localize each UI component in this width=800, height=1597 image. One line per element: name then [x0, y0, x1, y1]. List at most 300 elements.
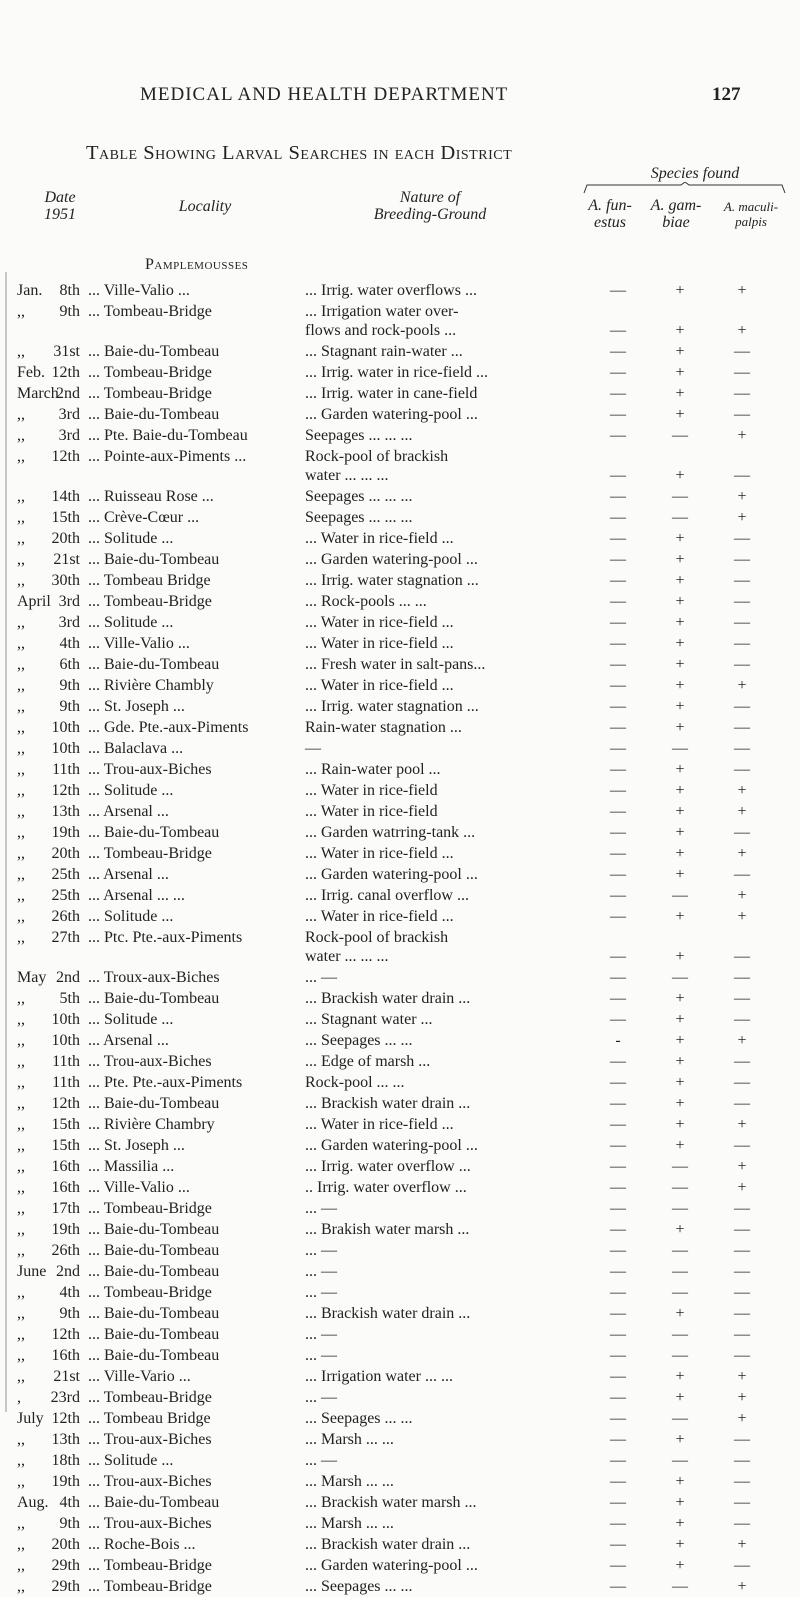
- day-cell: 19th: [51, 1221, 80, 1238]
- maculipalpis-cell: —: [734, 364, 750, 381]
- day-cell: 5th: [59, 990, 80, 1007]
- table-row: [0, 486, 800, 507]
- table-row: [0, 1576, 800, 1597]
- gambiae-cell: +: [675, 698, 685, 715]
- funestus-cell: —: [610, 782, 626, 799]
- funestus-cell: —: [610, 1452, 626, 1469]
- funestus-cell: —: [610, 1431, 626, 1448]
- gambiae-cell: +: [675, 677, 685, 694]
- maculipalpis-cell: —: [734, 572, 750, 589]
- nature-cell-continued: water ... ... ...: [305, 948, 389, 965]
- funestus-cell: —: [610, 887, 626, 904]
- month-cell: ,,: [17, 427, 25, 444]
- day-cell: 9th: [59, 1515, 80, 1532]
- locality-cell: ... Solitude ...: [88, 530, 174, 547]
- maculipalpis-cell: —: [734, 1557, 750, 1574]
- table-row: [0, 1135, 800, 1156]
- gambiae-cell: —: [672, 1242, 688, 1259]
- funestus-cell: —: [610, 1116, 626, 1133]
- locality-cell: ... Tombeau-Bridge: [88, 845, 212, 862]
- locality-cell: ... Baie-du-Tombeau: [88, 1095, 220, 1112]
- gambiae-cell: +: [675, 530, 685, 547]
- table-row: [0, 1009, 800, 1030]
- day-cell: 11th: [52, 761, 80, 778]
- locality-cell: ... Trou-aux-Biches: [88, 1431, 212, 1448]
- funestus-cell: —: [610, 1263, 626, 1280]
- locality-cell: ... Tombeau-Bridge: [88, 593, 212, 610]
- gambiae-cell: +: [675, 908, 685, 925]
- funestus-cell: —: [610, 1305, 626, 1322]
- day-cell: 20th: [51, 1536, 80, 1553]
- gambiae-cell: —: [672, 969, 688, 986]
- table-row: [0, 1408, 800, 1429]
- maculipalpis-cell: +: [737, 1158, 747, 1175]
- table-row: [0, 1177, 800, 1198]
- gambiae-cell: +: [675, 782, 685, 799]
- maculipalpis-cell: +: [737, 1389, 747, 1406]
- day-cell: 4th: [59, 635, 80, 652]
- maculipalpis-cell: —: [734, 1284, 750, 1301]
- funestus-cell: —: [610, 427, 626, 444]
- day-cell: 2nd: [56, 1263, 80, 1280]
- gambiae-cell: —: [672, 740, 688, 757]
- nature-cell: ... Irrig. water stagnation ...: [305, 572, 479, 589]
- month-cell: ,,: [17, 803, 25, 820]
- month-cell: ,,: [17, 1179, 25, 1196]
- day-cell: 10th: [51, 740, 80, 757]
- month-cell: ,,: [17, 572, 25, 589]
- funestus-cell: —: [610, 1368, 626, 1385]
- day-cell: 15th: [51, 1137, 80, 1154]
- day-cell: 11th: [52, 1074, 80, 1091]
- month-cell: ,,: [17, 530, 25, 547]
- locality-cell: ... Arsenal ... ...: [88, 887, 185, 904]
- gambiae-cell: —: [672, 1410, 688, 1427]
- funestus-cell: —: [610, 1578, 626, 1595]
- maculipalpis-cell: +: [737, 1578, 747, 1595]
- gambiae-cell: —: [672, 1347, 688, 1364]
- table-row: [0, 988, 800, 1009]
- gambiae-cell: —: [672, 427, 688, 444]
- funestus-cell: —: [610, 969, 626, 986]
- month-cell: ,,: [17, 1557, 25, 1574]
- maculipalpis-cell: —: [734, 1515, 750, 1532]
- day-cell: 12th: [51, 1326, 80, 1343]
- funestus-cell: —: [610, 1137, 626, 1154]
- maculipalpis-cell: —: [734, 969, 750, 986]
- locality-cell: ... Rivière Chambly: [88, 677, 214, 694]
- nature-cell: ... Seepages ... ...: [305, 1410, 413, 1427]
- month-cell: March: [17, 385, 59, 402]
- nature-cell: ... Garden watrring-tank ...: [305, 824, 476, 841]
- locality-cell: ... Baie-du-Tombeau: [88, 343, 220, 360]
- funestus-cell: —: [610, 908, 626, 925]
- gambiae-cell: —: [672, 509, 688, 526]
- nature-cell: ... Brackish water drain ...: [305, 1536, 471, 1553]
- nature-cell-continued: water ... ... ...: [305, 467, 389, 484]
- day-cell: 13th: [51, 1431, 80, 1448]
- maculipalpis-cell: —: [734, 1053, 750, 1070]
- gambiae-cell: +: [675, 803, 685, 820]
- gambiae-cell: —: [672, 1179, 688, 1196]
- day-cell: 2nd: [56, 385, 80, 402]
- month-cell: ,,: [17, 719, 25, 736]
- locality-cell: ... Tombeau Bridge: [88, 1410, 211, 1427]
- nature-cell: ... —: [305, 1452, 337, 1469]
- maculipalpis-cell: —: [734, 656, 750, 673]
- funestus-cell: —: [610, 1200, 626, 1217]
- table-row: [0, 967, 800, 988]
- table-row: [0, 1156, 800, 1177]
- month-cell: June: [17, 1263, 47, 1280]
- maculipalpis-cell: —: [734, 406, 750, 423]
- table-row: [0, 301, 800, 341]
- nature-header-line-2: Breeding-Ground: [373, 206, 487, 223]
- page-header: [0, 84, 800, 114]
- species-found-header: Species found: [650, 165, 740, 182]
- nature-cell: ... Water in rice-field ...: [305, 1116, 454, 1133]
- day-cell: 27th: [51, 929, 80, 946]
- maculipalpis-cell: +: [737, 908, 747, 925]
- gambiae-cell: —: [672, 1158, 688, 1175]
- nature-cell: Rain-water stagnation ...: [305, 719, 462, 736]
- funestus-cell: —: [610, 1389, 626, 1406]
- locality-cell: ... Tombeau Bridge: [88, 572, 211, 589]
- month-cell: ,,: [17, 1053, 25, 1070]
- table-row: [0, 1051, 800, 1072]
- gambiae-cell: +: [675, 1494, 685, 1511]
- nature-cell: ... Water in rice-field: [305, 782, 438, 799]
- nature-cell: ... —: [305, 1263, 337, 1280]
- table-row: [0, 1345, 800, 1366]
- day-cell: 13th: [51, 803, 80, 820]
- maculipalpis-cell: —: [734, 467, 750, 484]
- nature-cell: ... Irrig. water overflows ...: [305, 282, 477, 299]
- day-cell: 3rd: [58, 406, 80, 423]
- larval-search-table: [0, 280, 800, 1597]
- species-header-funestus: [575, 197, 645, 231]
- day-cell: 21st: [53, 1368, 80, 1385]
- funestus-cell: —: [610, 343, 626, 360]
- month-cell: ,,: [17, 509, 25, 526]
- species-header-line: biae: [662, 214, 690, 231]
- funestus-cell: —: [610, 1557, 626, 1574]
- locality-cell: ... Tombeau-Bridge: [88, 1557, 212, 1574]
- nature-cell: ... Water in rice-field ...: [305, 635, 454, 652]
- nature-cell: ... Seepages ... ...: [305, 1578, 413, 1595]
- locality-cell: ... Tombeau-Bridge: [88, 1284, 212, 1301]
- maculipalpis-cell: —: [734, 1137, 750, 1154]
- month-cell: ,,: [17, 866, 25, 883]
- day-cell: 20th: [51, 845, 80, 862]
- gambiae-cell: —: [672, 1200, 688, 1217]
- nature-cell: ... Brackish water drain ...: [305, 990, 471, 1007]
- species-brace: [583, 182, 786, 194]
- table-row: [0, 591, 800, 612]
- maculipalpis-cell: —: [734, 635, 750, 652]
- locality-cell: ... Troux-aux-Biches: [88, 969, 220, 986]
- funestus-cell: —: [610, 1515, 626, 1532]
- nature-cell: ... Irrigation water over-: [305, 303, 459, 320]
- maculipalpis-cell: —: [734, 719, 750, 736]
- day-cell: 25th: [51, 887, 80, 904]
- table-row: [0, 1093, 800, 1114]
- gambiae-cell: —: [672, 1284, 688, 1301]
- nature-cell: Rock-pool of brackish: [305, 448, 449, 465]
- day-cell: 26th: [51, 908, 80, 925]
- locality-cell: ... St. Joseph ...: [88, 698, 185, 715]
- nature-cell: ... Stagnant water ...: [305, 1011, 433, 1028]
- month-cell: ,,: [17, 551, 25, 568]
- locality-cell: ... Baie-du-Tombeau: [88, 824, 220, 841]
- table-row: [0, 446, 800, 486]
- day-cell: 30th: [51, 572, 80, 589]
- nature-cell: ... —: [305, 1284, 337, 1301]
- table-row: [0, 1114, 800, 1135]
- maculipalpis-cell: —: [734, 740, 750, 757]
- locality-cell: ... Ptc. Pte.-aux-Piments: [88, 929, 243, 946]
- day-cell: 4th: [59, 1284, 80, 1301]
- day-cell: 16th: [51, 1179, 80, 1196]
- funestus-cell: —: [610, 593, 626, 610]
- table-row: [0, 906, 800, 927]
- day-cell: 15th: [51, 509, 80, 526]
- table-row: [0, 425, 800, 446]
- locality-cell: ... Gde. Pte.-aux-Piments: [88, 719, 249, 736]
- maculipalpis-cell: —: [734, 1200, 750, 1217]
- maculipalpis-cell: —: [734, 1221, 750, 1238]
- table-row: [0, 341, 800, 362]
- funestus-cell: —: [610, 761, 626, 778]
- funestus-cell: —: [610, 1158, 626, 1175]
- locality-cell: ... Baie-du-Tombeau: [88, 1221, 220, 1238]
- month-cell: ,,: [17, 1116, 25, 1133]
- nature-cell: ... Water in rice-field ...: [305, 908, 454, 925]
- day-cell: 19th: [51, 1473, 80, 1490]
- maculipalpis-cell: +: [737, 509, 747, 526]
- gambiae-cell: +: [675, 948, 685, 965]
- locality-cell: ... Baie-du-Tombeau: [88, 990, 220, 1007]
- table-row: [0, 1261, 800, 1282]
- locality-cell: ... Arsenal ...: [88, 803, 169, 820]
- maculipalpis-cell: +: [737, 1368, 747, 1385]
- day-cell: 12th: [51, 782, 80, 799]
- species-header-line: A. fun-: [588, 197, 632, 214]
- nature-cell: ... Brackish water drain ...: [305, 1095, 471, 1112]
- maculipalpis-cell: —: [734, 866, 750, 883]
- locality-cell: ... St. Joseph ...: [88, 1137, 185, 1154]
- day-cell: 15th: [51, 1116, 80, 1133]
- maculipalpis-cell: +: [737, 322, 747, 339]
- maculipalpis-cell: —: [734, 1326, 750, 1343]
- funestus-cell: —: [610, 698, 626, 715]
- gambiae-cell: +: [675, 719, 685, 736]
- table-row: [0, 717, 800, 738]
- table-row: [0, 1219, 800, 1240]
- table-row: [0, 1198, 800, 1219]
- day-cell: 12th: [51, 1095, 80, 1112]
- gambiae-cell: +: [675, 1389, 685, 1406]
- gambiae-cell: +: [675, 593, 685, 610]
- locality-cell: ... Tombeau-Bridge: [88, 1200, 212, 1217]
- maculipalpis-cell: —: [734, 824, 750, 841]
- nature-cell: ... Garden watering-pool ...: [305, 551, 478, 568]
- maculipalpis-cell: —: [734, 1473, 750, 1490]
- funestus-cell: —: [610, 1179, 626, 1196]
- funestus-cell: —: [610, 467, 626, 484]
- month-cell: ,,: [17, 845, 25, 862]
- funestus-cell: —: [610, 509, 626, 526]
- nature-cell: ... Water in rice-field ...: [305, 614, 454, 631]
- table-row: [0, 633, 800, 654]
- table-row: [0, 1387, 800, 1408]
- gambiae-cell: +: [675, 322, 685, 339]
- nature-cell: Seepages ... ... ...: [305, 509, 413, 526]
- month-cell: ,,: [17, 761, 25, 778]
- table-row: [0, 927, 800, 967]
- day-cell: 18th: [51, 1452, 80, 1469]
- nature-cell: ... Water in rice-field ...: [305, 677, 454, 694]
- month-cell: ,,: [17, 990, 25, 1007]
- locality-cell: ... Balaclava ...: [88, 740, 184, 757]
- nature-cell: ... Fresh water in salt-pans...: [305, 656, 486, 673]
- table-row: [0, 822, 800, 843]
- gambiae-cell: +: [675, 656, 685, 673]
- month-cell: Feb.: [17, 364, 45, 381]
- month-cell: ,,: [17, 1032, 25, 1049]
- table-row: [0, 1492, 800, 1513]
- table-row: [0, 1429, 800, 1450]
- nature-cell: Rock-pool ... ...: [305, 1074, 405, 1091]
- nature-cell: ... Marsh ... ...: [305, 1515, 394, 1532]
- gambiae-cell: +: [675, 343, 685, 360]
- funestus-cell: —: [610, 990, 626, 1007]
- gambiae-cell: +: [675, 1473, 685, 1490]
- locality-column-header: Locality: [178, 198, 232, 215]
- maculipalpis-cell: —: [734, 1347, 750, 1364]
- nature-cell: Rock-pool of brackish: [305, 929, 449, 946]
- day-cell: 3rd: [58, 427, 80, 444]
- funestus-cell: —: [610, 824, 626, 841]
- month-cell: ,,: [17, 1578, 25, 1595]
- table-row: [0, 1555, 800, 1576]
- day-cell: 12th: [51, 364, 80, 381]
- gambiae-cell: +: [675, 1431, 685, 1448]
- table-row: [0, 696, 800, 717]
- day-cell: 4th: [59, 1494, 80, 1511]
- table-row: [0, 1240, 800, 1261]
- table-row: [0, 738, 800, 759]
- funestus-cell: —: [610, 866, 626, 883]
- day-cell: 21st: [53, 551, 80, 568]
- nature-cell: ... Marsh ... ...: [305, 1473, 394, 1490]
- table-row: [0, 1324, 800, 1345]
- maculipalpis-cell: —: [734, 1305, 750, 1322]
- locality-cell: ... Arsenal ...: [88, 1032, 169, 1049]
- day-cell: 20th: [51, 530, 80, 547]
- day-cell: 10th: [51, 1032, 80, 1049]
- locality-cell: ... Solitude ...: [88, 614, 174, 631]
- locality-cell: ... Ville-Valio ...: [88, 635, 190, 652]
- funestus-cell: —: [610, 385, 626, 402]
- nature-cell: ... —: [305, 969, 337, 986]
- gambiae-cell: —: [672, 488, 688, 505]
- table-row: [0, 843, 800, 864]
- nature-cell: ... Irrig. water in cane-field: [305, 385, 478, 402]
- day-cell: 14th: [51, 488, 80, 505]
- nature-cell: ... Irrigation water ... ...: [305, 1368, 453, 1385]
- year-header-line: 1951: [44, 206, 76, 223]
- funestus-cell: —: [610, 1074, 626, 1091]
- funestus-cell: —: [610, 614, 626, 631]
- funestus-cell: —: [610, 845, 626, 862]
- maculipalpis-cell: —: [734, 343, 750, 360]
- maculipalpis-cell: —: [734, 1263, 750, 1280]
- gambiae-cell: +: [675, 467, 685, 484]
- maculipalpis-cell: —: [734, 1074, 750, 1091]
- month-cell: ,,: [17, 1074, 25, 1091]
- gambiae-cell: —: [672, 1578, 688, 1595]
- gambiae-cell: +: [675, 1221, 685, 1238]
- maculipalpis-cell: +: [737, 1032, 747, 1049]
- nature-header-line-1: Nature of: [399, 189, 461, 206]
- funestus-cell: —: [610, 322, 626, 339]
- maculipalpis-cell: —: [734, 1431, 750, 1448]
- gambiae-cell: —: [672, 1452, 688, 1469]
- locality-cell: ... Baie-du-Tombeau: [88, 406, 220, 423]
- locality-cell: ... Baie-du-Tombeau: [88, 1326, 220, 1343]
- day-cell: 9th: [59, 677, 80, 694]
- page-number: 127: [712, 84, 741, 105]
- locality-cell: ... Trou-aux-Biches: [88, 761, 212, 778]
- gambiae-cell: +: [675, 635, 685, 652]
- month-cell: ,,: [17, 635, 25, 652]
- funestus-cell: —: [610, 1011, 626, 1028]
- table-row: [0, 864, 800, 885]
- day-cell: 26th: [51, 1242, 80, 1259]
- day-cell: 9th: [59, 303, 80, 320]
- day-cell: 29th: [51, 1578, 80, 1595]
- locality-cell: ... Pte. Pte.-aux-Piments: [88, 1074, 243, 1091]
- nature-cell: .. Irrig. water overflow ...: [305, 1179, 467, 1196]
- locality-cell: ... Pointe-aux-Piments ...: [88, 448, 247, 465]
- month-cell: ,,: [17, 698, 25, 715]
- species-header-line: A. maculi-: [723, 199, 779, 214]
- table-row: [0, 654, 800, 675]
- locality-cell: ... Trou-aux-Biches: [88, 1473, 212, 1490]
- table-title: Table Showing Larval Searches in each District: [86, 142, 513, 164]
- funestus-cell: —: [610, 635, 626, 652]
- maculipalpis-cell: —: [734, 551, 750, 568]
- locality-cell: ... Roche-Bois ...: [88, 1536, 196, 1553]
- maculipalpis-cell: —: [734, 614, 750, 631]
- table-row: [0, 1513, 800, 1534]
- funestus-cell: —: [610, 1095, 626, 1112]
- funestus-cell: —: [610, 948, 626, 965]
- date-header-line: Date: [44, 189, 76, 206]
- funestus-cell: —: [610, 406, 626, 423]
- table-row: [0, 675, 800, 696]
- maculipalpis-cell: +: [737, 282, 747, 299]
- species-header-line: A. gam-: [650, 197, 702, 214]
- month-cell: ,,: [17, 303, 25, 320]
- gambiae-cell: +: [675, 845, 685, 862]
- nature-cell: ... Stagnant rain-water ...: [305, 343, 463, 360]
- month-cell: ,,: [17, 448, 25, 465]
- locality-cell: ... Trou-aux-Biches: [88, 1053, 212, 1070]
- day-cell: 25th: [51, 866, 80, 883]
- month-cell: ,,: [17, 887, 25, 904]
